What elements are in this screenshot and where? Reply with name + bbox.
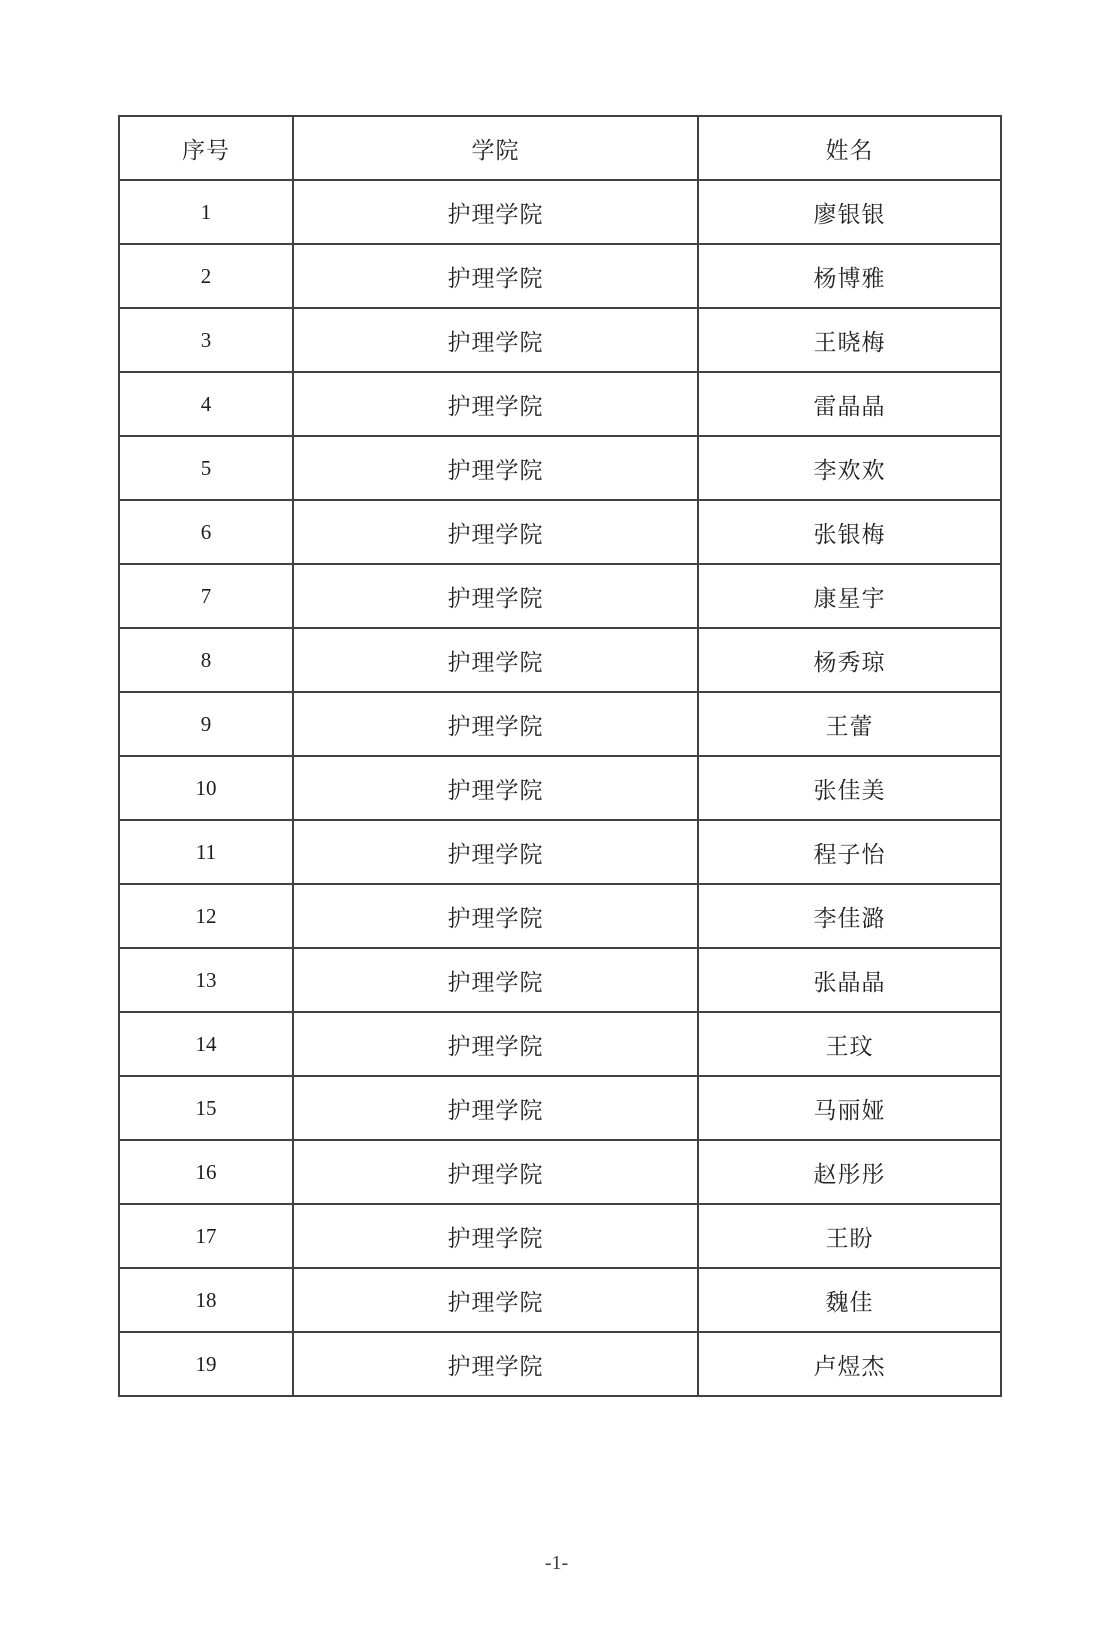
row-serial-number: 3 xyxy=(119,308,293,372)
table-row xyxy=(119,1140,1001,1204)
row-college: 护理学院 xyxy=(293,628,698,692)
table-row xyxy=(119,180,1001,244)
row-serial-number: 1 xyxy=(119,180,293,244)
table-row xyxy=(119,692,1001,756)
header-serial-number: 序号 xyxy=(119,116,293,180)
row-serial-number: 19 xyxy=(119,1332,293,1396)
row-college: 护理学院 xyxy=(293,756,698,820)
row-name: 程子怡 xyxy=(698,820,1001,884)
table-row xyxy=(119,756,1001,820)
table-row xyxy=(119,436,1001,500)
row-name: 王晓梅 xyxy=(698,308,1001,372)
roster-table xyxy=(118,115,1002,1397)
row-serial-number: 8 xyxy=(119,628,293,692)
row-college: 护理学院 xyxy=(293,1076,698,1140)
roster-table-body xyxy=(119,180,1001,1396)
table-row xyxy=(119,1076,1001,1140)
row-college: 护理学院 xyxy=(293,308,698,372)
row-serial-number: 9 xyxy=(119,692,293,756)
row-college: 护理学院 xyxy=(293,1140,698,1204)
table-header-row xyxy=(119,116,1001,180)
row-college: 护理学院 xyxy=(293,820,698,884)
row-name: 卢煜杰 xyxy=(698,1332,1001,1396)
row-college: 护理学院 xyxy=(293,436,698,500)
page-number: -1- xyxy=(544,1552,569,1574)
table-row xyxy=(119,372,1001,436)
row-college: 护理学院 xyxy=(293,372,698,436)
row-name: 赵彤彤 xyxy=(698,1140,1001,1204)
table-row xyxy=(119,244,1001,308)
row-college: 护理学院 xyxy=(293,244,698,308)
row-name: 王蕾 xyxy=(698,692,1001,756)
row-college: 护理学院 xyxy=(293,180,698,244)
header-college: 学院 xyxy=(293,116,698,180)
row-name: 杨秀琼 xyxy=(698,628,1001,692)
table-row xyxy=(119,564,1001,628)
row-name: 张佳美 xyxy=(698,756,1001,820)
table-row xyxy=(119,1204,1001,1268)
row-serial-number: 5 xyxy=(119,436,293,500)
row-name: 康星宇 xyxy=(698,564,1001,628)
row-name: 杨博雅 xyxy=(698,244,1001,308)
table-row xyxy=(119,628,1001,692)
row-name: 王盼 xyxy=(698,1204,1001,1268)
row-name: 张晶晶 xyxy=(698,948,1001,1012)
header-name: 姓名 xyxy=(698,116,1001,180)
row-serial-number: 16 xyxy=(119,1140,293,1204)
row-college: 护理学院 xyxy=(293,692,698,756)
row-serial-number: 11 xyxy=(119,820,293,884)
row-name: 王玟 xyxy=(698,1012,1001,1076)
row-serial-number: 10 xyxy=(119,756,293,820)
row-name: 廖银银 xyxy=(698,180,1001,244)
table-row xyxy=(119,308,1001,372)
row-serial-number: 18 xyxy=(119,1268,293,1332)
table-row xyxy=(119,884,1001,948)
row-name: 李佳潞 xyxy=(698,884,1001,948)
row-serial-number: 4 xyxy=(119,372,293,436)
table-row xyxy=(119,500,1001,564)
table-row xyxy=(119,1268,1001,1332)
row-serial-number: 7 xyxy=(119,564,293,628)
row-college: 护理学院 xyxy=(293,564,698,628)
row-college: 护理学院 xyxy=(293,1332,698,1396)
table-row xyxy=(119,820,1001,884)
row-name: 马丽娅 xyxy=(698,1076,1001,1140)
row-serial-number: 15 xyxy=(119,1076,293,1140)
row-serial-number: 12 xyxy=(119,884,293,948)
row-name: 魏佳 xyxy=(698,1268,1001,1332)
row-college: 护理学院 xyxy=(293,1268,698,1332)
table-row xyxy=(119,1332,1001,1396)
row-college: 护理学院 xyxy=(293,884,698,948)
row-serial-number: 13 xyxy=(119,948,293,1012)
row-college: 护理学院 xyxy=(293,948,698,1012)
row-name: 雷晶晶 xyxy=(698,372,1001,436)
row-serial-number: 14 xyxy=(119,1012,293,1076)
table-row xyxy=(119,948,1001,1012)
row-college: 护理学院 xyxy=(293,500,698,564)
table-row xyxy=(119,1012,1001,1076)
row-name: 李欢欢 xyxy=(698,436,1001,500)
row-college: 护理学院 xyxy=(293,1204,698,1268)
row-college: 护理学院 xyxy=(293,1012,698,1076)
row-name: 张银梅 xyxy=(698,500,1001,564)
row-serial-number: 2 xyxy=(119,244,293,308)
row-serial-number: 6 xyxy=(119,500,293,564)
row-serial-number: 17 xyxy=(119,1204,293,1268)
